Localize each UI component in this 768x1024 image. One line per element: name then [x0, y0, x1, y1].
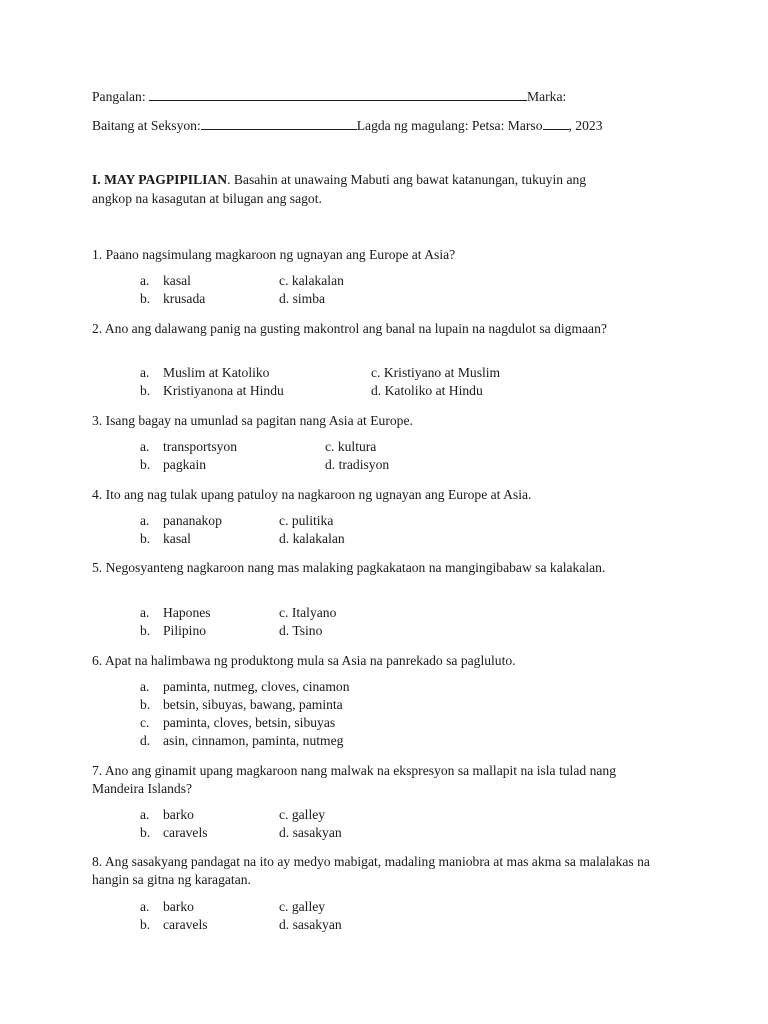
option-text[interactable]: d. simba — [279, 291, 326, 306]
grade-label: Baitang at Seksyon: — [92, 118, 201, 133]
option-letter[interactable]: a. — [140, 605, 150, 620]
option-text[interactable]: c. pulitika — [279, 513, 334, 528]
question-7: 7. Ano ang ginamit upang magkaroon nang malwak na ekspresyon sa mallapit na isla tulad nang Mandeira Islands? — [92, 763, 616, 796]
option-letter[interactable]: a. — [140, 439, 150, 454]
option-letter[interactable]: b. — [140, 531, 151, 546]
option-text[interactable]: pagkain — [163, 457, 207, 472]
question-5: 5. Negosyanteng nagkaroon nang mas malaking pagkakataon na mangingibabaw sa kalakalan. — [92, 560, 606, 575]
option-text[interactable]: Hapones — [163, 605, 211, 620]
parent-signature-label: Lagda ng magulang: Petsa: Marso — [356, 118, 543, 133]
option-letter[interactable]: b. — [140, 291, 151, 306]
instruction-text-1: . Basahin at unawaing Mabuti ang bawat katanungan, tukuyin ang — [227, 172, 587, 187]
option-text[interactable]: Kristiyanona at Hindu — [163, 383, 284, 398]
instruction-text-2: angkop na kasagutan at bilugan ang sagot. — [92, 191, 322, 206]
option-text[interactable]: paminta, cloves, betsin, sibuyas — [163, 715, 336, 730]
score-label: Marka: — [527, 89, 567, 104]
option-letter[interactable]: b. — [140, 383, 151, 398]
option-text[interactable]: c. kalakalan — [279, 273, 344, 288]
option-letter[interactable]: b. — [140, 825, 151, 840]
question-6: 6. Apat na halimbawa ng produktong mula sa Asia na panrekado sa pagluluto. — [92, 653, 516, 668]
option-text[interactable]: d. Katoliko at Hindu — [371, 383, 483, 398]
option-text[interactable]: barko — [163, 807, 194, 822]
option-text[interactable]: krusada — [163, 291, 206, 306]
option-letter[interactable]: a. — [140, 513, 150, 528]
option-text[interactable]: d. sasakyan — [279, 917, 342, 932]
option-text[interactable]: c. galley — [279, 807, 326, 822]
option-text[interactable]: c. Kristiyano at Muslim — [371, 365, 501, 380]
option-letter[interactable]: b. — [140, 697, 151, 712]
question-3: 3. Isang bagay na umunlad sa pagitan nang Asia at Europe. — [92, 413, 413, 428]
option-text[interactable]: barko — [163, 899, 194, 914]
name-line — [92, 88, 566, 105]
option-text[interactable]: caravels — [163, 917, 208, 932]
option-text[interactable]: pananakop — [163, 513, 222, 528]
section-instruction-1 — [92, 172, 586, 188]
option-text[interactable]: d. Tsino — [279, 623, 323, 638]
name-label: Pangalan: — [92, 89, 146, 104]
option-text[interactable]: kasal — [163, 273, 191, 288]
option-text[interactable]: asin, cinnamon, paminta, nutmeg — [163, 733, 344, 748]
option-letter[interactable]: b. — [140, 457, 151, 472]
option-letter[interactable]: b. — [140, 623, 151, 638]
option-text[interactable]: d. sasakyan — [279, 825, 342, 840]
name-blank — [149, 88, 527, 101]
option-letter[interactable]: a. — [140, 807, 150, 822]
section-title: I. MAY PAGPIPILIAN — [92, 172, 228, 187]
grade-line — [92, 117, 602, 134]
question-2: 2. Ano ang dalawang panig na gusting makontrol ang banal na lupain na nagdulot sa digmaan? — [92, 321, 607, 336]
question-8: 8. Ang sasakyang pandagat na ito ay medyo mabigat, madaling maniobra at mas akma sa malalakas na hangin sa gitna ng karagatan. — [92, 854, 650, 887]
option-text[interactable]: kasal — [163, 531, 191, 546]
option-letter[interactable]: d. — [140, 733, 151, 748]
question-1: 1. Paano nagsimulang magkaroon ng ugnayan ang Europe at Asia? — [92, 247, 456, 262]
option-letter[interactable]: a. — [140, 273, 150, 288]
option-text[interactable]: transportsyon — [163, 439, 238, 454]
option-text[interactable]: c. galley — [279, 899, 326, 914]
option-letter[interactable]: a. — [140, 899, 150, 914]
option-text[interactable]: caravels — [163, 825, 208, 840]
option-letter[interactable]: c. — [140, 715, 150, 730]
option-text[interactable]: c. kultura — [325, 439, 377, 454]
grade-blank — [201, 117, 357, 130]
option-text[interactable]: d. kalakalan — [279, 531, 345, 546]
option-text[interactable]: c. Italyano — [279, 605, 337, 620]
date-blank — [543, 117, 569, 130]
option-text[interactable]: Pilipino — [163, 623, 207, 638]
option-text[interactable]: d. tradisyon — [325, 457, 390, 472]
option-text[interactable]: betsin, sibuyas, bawang, paminta — [163, 697, 343, 712]
option-text[interactable]: Muslim at Katoliko — [163, 365, 270, 380]
option-letter[interactable]: a. — [140, 365, 150, 380]
option-text[interactable]: paminta, nutmeg, cloves, cinamon — [163, 679, 350, 694]
option-letter[interactable]: b. — [140, 917, 151, 932]
year-label: , 2023 — [568, 118, 603, 133]
option-letter[interactable]: a. — [140, 679, 150, 694]
question-4: 4. Ito ang nag tulak upang patuloy na nagkaroon ng ugnayan ang Europe at Asia. — [92, 487, 532, 502]
